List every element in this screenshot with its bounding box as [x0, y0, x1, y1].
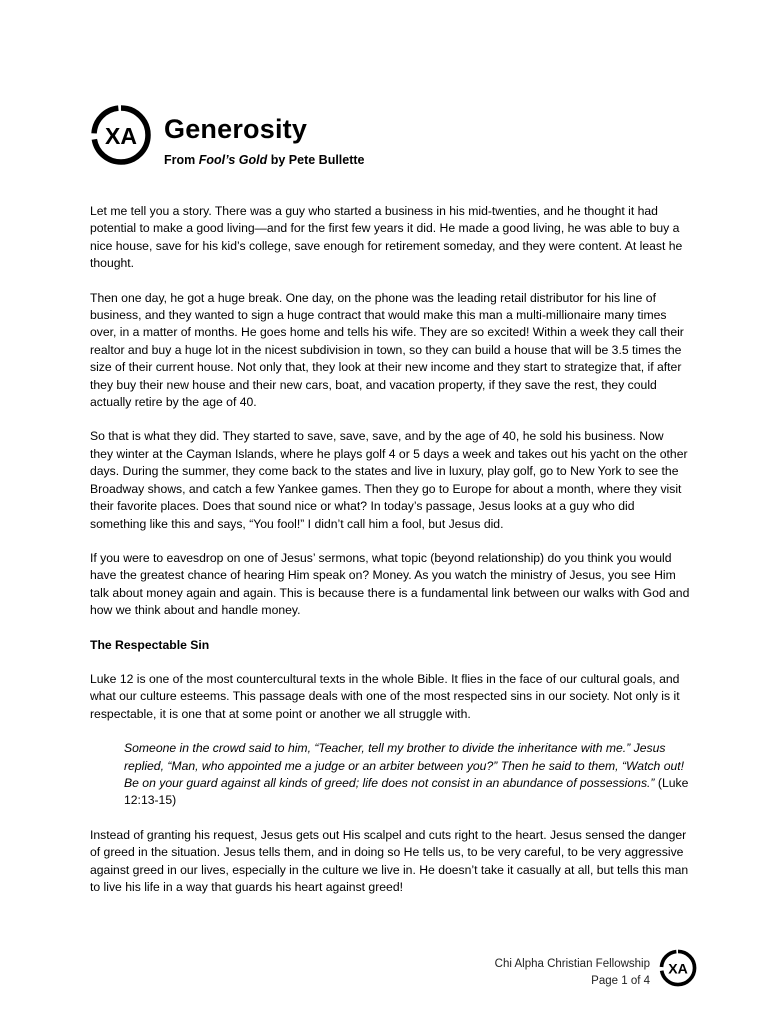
subtitle-prefix: From [164, 153, 199, 167]
logo-text: XA [105, 123, 137, 149]
footer-org: Chi Alpha Christian Fellowship [494, 958, 650, 970]
section-heading: The Respectable Sin [90, 637, 210, 652]
footer-logo-icon [659, 949, 697, 987]
page-title: Generosity [164, 114, 308, 144]
scripture-quote [124, 740, 690, 810]
paragraph-3: So that is what they did. They started to save, save, save, and by the age of 40, he sold his business. Now they winter at the Cayman Islands, where he plays golf 4 or 5 days a week and takes out his yacht on the other days. During the summer, they come back to the states and live in luxury, play golf, go to New York to see the Broadway shows, and catch a few Yankee games. Then they go to Europe for about a month, where they visit their favorite places. Does that sound nice or what? In today’s passage, Jesus looks at a guy who did something like this and says, “You fool!” I didn’t call him a fool, but Jesus did. [90, 429, 688, 531]
quote-reference: (Luke 12:13-15) [124, 775, 689, 808]
subtitle-author: by Pete Bullette [267, 153, 365, 167]
paragraph-5: Luke 12 is one of the most countercultural texts in the whole Bible. It flies in the face of our cultural goals, and what our culture esteems. This passage deals with one of the most respected sins in our society. Not only is it respectable, it is one that at some point or another we all struggle with. [90, 671, 680, 721]
page-footer [495, 956, 650, 990]
book-title: Fool’s Gold [198, 153, 268, 167]
quote-text: Someone in the crowd said to him, “Teacher, tell my brother to divide the inheritance with me.” Jesus replied, “Man, who appointed me a judge or an arbiter between you?” Then he said to them, “Watch out! Be on your guard against all kinds of greed; life does not consist in an abundance of possessions.” [124, 741, 685, 790]
paragraph-2: Then one day, he got a huge break. One day, on the phone was the leading retail distributor for his line of business, and they wanted to sign a huge contract that would make this man a multi-millionaire many times over, in a matter of months. He goes home and tells his wife. They are so excited! Within a week they call their realtor and buy a huge lot in the nicest subdivision in town, so they can build a house that will be 3.5 times the size of their current house. Not only that, they look at their new income and they start to strategize that, if after they buy their new house and their new cars, boat, and vacation property, if they save the rest, they could actually retire by the age of 40. [90, 290, 684, 410]
paragraph-4: If you were to eavesdrop on one of Jesus’ sermons, what topic (beyond relationship) do you think you would have the greatest chance of hearing Him speak on? Money. As you watch the ministry of Jesus, you see Him talk about money again and again. This is because there is a fundamental link between our walks with God and how we think about and handle money. [90, 550, 690, 618]
footer-page-number: Page 1 of 4 [591, 975, 650, 987]
paragraph-1: Let me tell you a story. There was a guy who started a business in his mid-twenties, and he thought it had potential to make a good living—and for the first few years it did. He made a good living, he was able to buy a nice house, save for his kid’s college, save enough for retirement someday, and they were content. At least he thought. [90, 204, 683, 271]
chi-alpha-logo-icon [90, 104, 152, 166]
document-body [90, 203, 690, 913]
footer-logo-text: XA [668, 960, 688, 977]
paragraph-6: Instead of granting his request, Jesus gets out His scalpel and cuts right to the heart. Jesus sensed the danger of greed in the situation. Jesus tells them, and in doing so He tells us, to be very careful, to be very aggressive against greed in our lives, especially in the culture we live in. He doesn’t take it casually at all, but tells this man to live his life in a way that guards his heart against greed! [90, 827, 689, 894]
page-subtitle [164, 153, 365, 167]
